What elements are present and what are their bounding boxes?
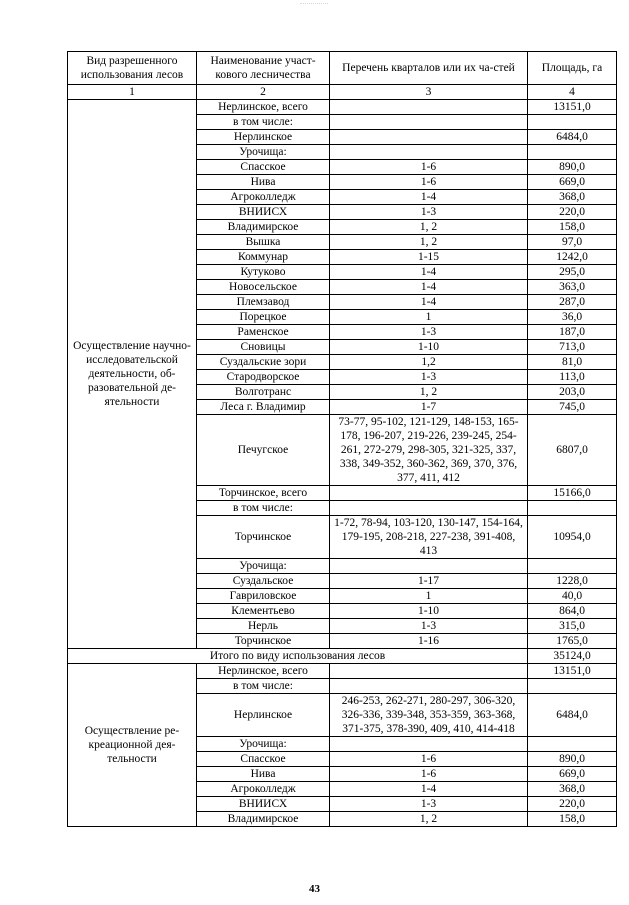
forest-use-table <box>67 51 617 827</box>
district-name-cell: Племзавод <box>197 295 330 310</box>
quarters-cell <box>330 486 528 501</box>
header-usage-type: Вид разрешенного использования лесов <box>68 52 197 85</box>
table-body <box>68 100 617 827</box>
quarters-cell: 1-6 <box>330 160 528 175</box>
district-name-cell: Торчинское <box>197 516 330 559</box>
table-row <box>68 100 617 115</box>
district-name-cell: Нерлинское, всего <box>197 664 330 679</box>
district-name-cell: Клементьево <box>197 604 330 619</box>
district-name-cell: Торчинское <box>197 634 330 649</box>
area-cell: 15166,0 <box>528 486 617 501</box>
quarters-cell: 1-3 <box>330 325 528 340</box>
district-name-cell: Гавриловское <box>197 589 330 604</box>
column-number: 1 <box>68 85 197 100</box>
district-name-cell: Порецкое <box>197 310 330 325</box>
quarters-cell: 1-17 <box>330 574 528 589</box>
quarters-cell: 1, 2 <box>330 812 528 827</box>
district-name-cell: Сновицы <box>197 340 330 355</box>
quarters-cell <box>330 145 528 160</box>
area-cell <box>528 115 617 130</box>
district-name-cell: ВНИИСХ <box>197 797 330 812</box>
area-cell <box>528 679 617 694</box>
area-cell: 669,0 <box>528 175 617 190</box>
area-cell: 890,0 <box>528 160 617 175</box>
usage-type-cell: Осуществление научно-исследовательской деятельности, об-разовательной де-ятельности <box>68 100 197 649</box>
quarters-cell <box>330 664 528 679</box>
quarters-cell: 1-6 <box>330 175 528 190</box>
area-cell: 158,0 <box>528 220 617 235</box>
area-cell: 368,0 <box>528 782 617 797</box>
quarters-cell: 1,2 <box>330 355 528 370</box>
quarters-cell <box>330 130 528 145</box>
total-row <box>68 649 617 664</box>
quarters-cell <box>330 100 528 115</box>
district-name-cell: Леса г. Владимир <box>197 400 330 415</box>
district-name-cell: Нерль <box>197 619 330 634</box>
total-label: Итого по виду использования лесов <box>68 649 528 664</box>
usage-type-cell: Осуществление ре-креационной дея-тельности <box>68 664 197 827</box>
area-cell: 6484,0 <box>528 694 617 737</box>
district-name-cell: Печугское <box>197 415 330 486</box>
district-name-cell: Нерлинское <box>197 130 330 145</box>
area-cell: 203,0 <box>528 385 617 400</box>
area-cell: 315,0 <box>528 619 617 634</box>
quarters-cell: 1-10 <box>330 340 528 355</box>
quarters-cell: 1-4 <box>330 280 528 295</box>
district-name-cell: Нерлинское <box>197 694 330 737</box>
header-area: Площадь, га <box>528 52 617 85</box>
area-cell: 745,0 <box>528 400 617 415</box>
area-cell <box>528 145 617 160</box>
area-cell: 1765,0 <box>528 634 617 649</box>
header-row <box>68 52 617 85</box>
area-cell: 368,0 <box>528 190 617 205</box>
district-name-cell: Владимирское <box>197 812 330 827</box>
district-name-cell: Урочища: <box>197 145 330 160</box>
district-name-cell: Владимирское <box>197 220 330 235</box>
district-name-cell: ВНИИСХ <box>197 205 330 220</box>
quarters-cell: 1-10 <box>330 604 528 619</box>
quarters-cell: 1, 2 <box>330 220 528 235</box>
district-name-cell: Суздальские зори <box>197 355 330 370</box>
area-cell <box>528 737 617 752</box>
area-cell: 287,0 <box>528 295 617 310</box>
column-number: 3 <box>330 85 528 100</box>
quarters-cell: 1-4 <box>330 190 528 205</box>
quarters-cell: 1-6 <box>330 752 528 767</box>
area-cell <box>528 501 617 516</box>
quarters-cell <box>330 737 528 752</box>
quarters-cell: 1-4 <box>330 295 528 310</box>
quarters-cell: 1-6 <box>330 767 528 782</box>
district-name-cell: Спасское <box>197 160 330 175</box>
district-name-cell: Спасское <box>197 752 330 767</box>
area-cell: 158,0 <box>528 812 617 827</box>
district-name-cell: Урочища: <box>197 737 330 752</box>
district-name-cell: Агроколледж <box>197 190 330 205</box>
scan-artifact <box>300 3 328 6</box>
district-name-cell: Волготранс <box>197 385 330 400</box>
area-cell: 220,0 <box>528 797 617 812</box>
header-district-name: Наименование участ-кового лесничества <box>197 52 330 85</box>
district-name-cell: Нива <box>197 767 330 782</box>
page-number: 43 <box>309 883 320 895</box>
column-number: 2 <box>197 85 330 100</box>
area-cell: 6484,0 <box>528 130 617 145</box>
area-cell: 6807,0 <box>528 415 617 486</box>
area-cell: 13151,0 <box>528 664 617 679</box>
area-cell <box>528 559 617 574</box>
header-quarters-list: Перечень кварталов или их ча-стей <box>330 52 528 85</box>
district-name-cell: Коммунар <box>197 250 330 265</box>
quarters-cell: 1-3 <box>330 370 528 385</box>
quarters-cell <box>330 115 528 130</box>
area-cell: 10954,0 <box>528 516 617 559</box>
column-number-row <box>68 85 617 100</box>
quarters-cell <box>330 559 528 574</box>
district-name-cell: Суздальское <box>197 574 330 589</box>
area-cell: 81,0 <box>528 355 617 370</box>
quarters-cell: 1-72, 78-94, 103-120, 130-147, 154-164, 179-195, 208-218, 227-238, 391-408, 413 <box>330 516 528 559</box>
quarters-cell: 1 <box>330 589 528 604</box>
area-cell: 295,0 <box>528 265 617 280</box>
quarters-cell: 73-77, 95-102, 121-129, 148-153, 165-178, 196-207, 219-226, 239-245, 254-261, 272-279, 298-305, 321-325, 337, 338, 349-352, 360-362, 369, 370, 376, 377, 411, 412 <box>330 415 528 486</box>
quarters-cell: 1 <box>330 310 528 325</box>
district-name-cell: Торчинское, всего <box>197 486 330 501</box>
area-cell: 669,0 <box>528 767 617 782</box>
total-area: 35124,0 <box>528 649 617 664</box>
table-row <box>68 664 617 679</box>
area-cell: 1228,0 <box>528 574 617 589</box>
area-cell: 1242,0 <box>528 250 617 265</box>
quarters-cell: 246-253, 262-271, 280-297, 306-320, 326-336, 339-348, 353-359, 363-368, 371-375, 378-390, 409, 410, 414-418 <box>330 694 528 737</box>
district-name-cell: в том числе: <box>197 115 330 130</box>
area-cell: 40,0 <box>528 589 617 604</box>
quarters-cell: 1-4 <box>330 265 528 280</box>
area-cell: 187,0 <box>528 325 617 340</box>
quarters-cell: 1-7 <box>330 400 528 415</box>
district-name-cell: Нива <box>197 175 330 190</box>
district-name-cell: в том числе: <box>197 679 330 694</box>
quarters-cell: 1-16 <box>330 634 528 649</box>
quarters-cell: 1, 2 <box>330 235 528 250</box>
district-name-cell: в том числе: <box>197 501 330 516</box>
area-cell: 363,0 <box>528 280 617 295</box>
quarters-cell: 1-3 <box>330 619 528 634</box>
quarters-cell <box>330 679 528 694</box>
area-cell: 864,0 <box>528 604 617 619</box>
area-cell: 97,0 <box>528 235 617 250</box>
district-name-cell: Раменское <box>197 325 330 340</box>
quarters-cell: 1, 2 <box>330 385 528 400</box>
area-cell: 113,0 <box>528 370 617 385</box>
quarters-cell: 1-15 <box>330 250 528 265</box>
district-name-cell: Стародворское <box>197 370 330 385</box>
district-name-cell: Урочища: <box>197 559 330 574</box>
column-number: 4 <box>528 85 617 100</box>
area-cell: 890,0 <box>528 752 617 767</box>
district-name-cell: Нерлинское, всего <box>197 100 330 115</box>
area-cell: 13151,0 <box>528 100 617 115</box>
district-name-cell: Вышка <box>197 235 330 250</box>
quarters-cell: 1-3 <box>330 205 528 220</box>
district-name-cell: Новосельское <box>197 280 330 295</box>
district-name-cell: Кутуково <box>197 265 330 280</box>
district-name-cell: Агроколледж <box>197 782 330 797</box>
area-cell: 220,0 <box>528 205 617 220</box>
quarters-cell: 1-4 <box>330 782 528 797</box>
quarters-cell <box>330 501 528 516</box>
area-cell: 36,0 <box>528 310 617 325</box>
area-cell: 713,0 <box>528 340 617 355</box>
quarters-cell: 1-3 <box>330 797 528 812</box>
